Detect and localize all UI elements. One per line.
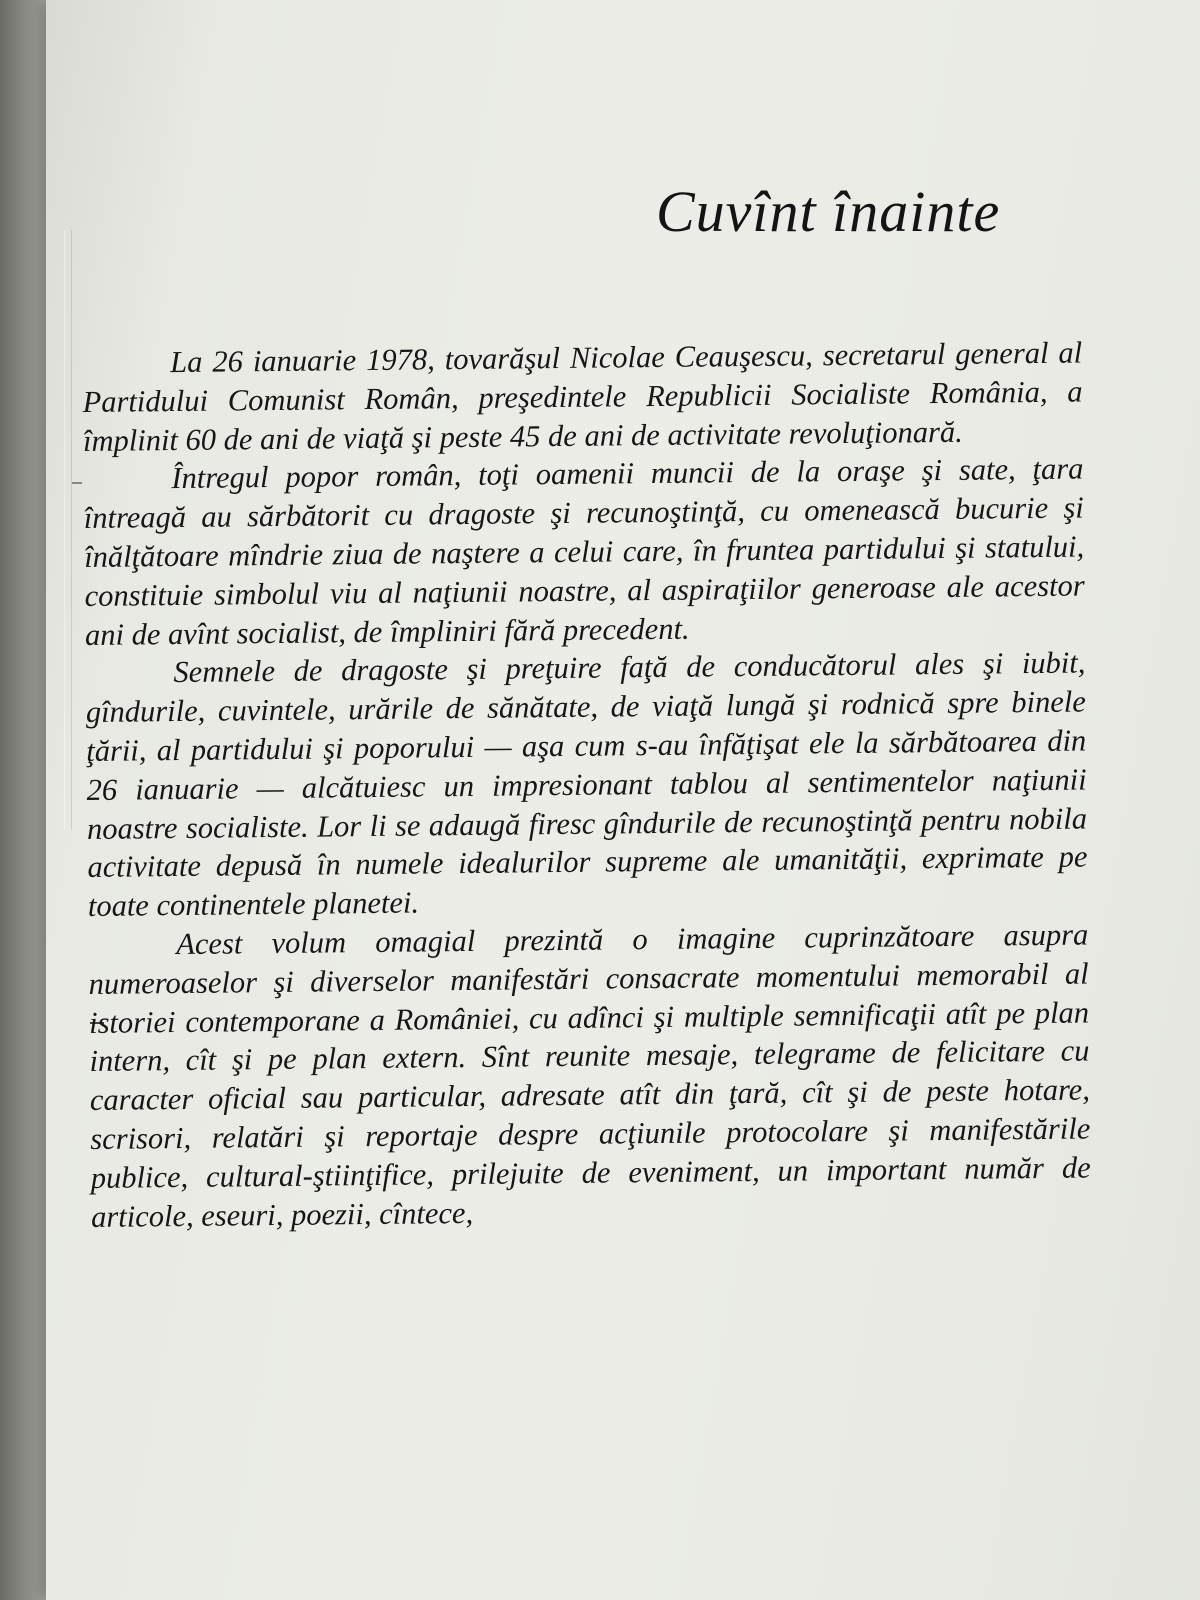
page-mark — [72, 482, 82, 484]
paragraph-1: La 26 ianuarie 1978, tovarăşul Nicolae Ceauşescu, secretarul general al Partidului Comunist Român, preşedintele Republicii Socialiste România, a împlinit 60 de ani de viaţă şi peste 45 de ani de activitate revoluţionară. — [82, 335, 1083, 458]
page-title: Cuvînt înainte — [656, 179, 1001, 244]
paragraph-3: Semnele de dragoste şi preţuire faţă de conducătorul ales şi iubit, gîndurile, cuvintele, urările de sănătate, de viaţă lungă şi rodnică spre binele ţării, al partidului şi poporului — aşa cum s-au înfăţişat ele la sărbătoarea din 26 ianuarie — alcătuiesc un impresionant tablou al sentimentelor naţiunii noastre socialiste. Lor li se adaugă firesc gîndurile de recunoştinţă pentru nobila activitate depusă în numele idealurilor supreme ale umanităţii, exprimate pe toate continentele planetei. — [85, 645, 1088, 924]
paragraph-2: Întregul popor român, toţi oamenii muncii de la oraşe şi sate, ţara întreagă au sărbătorit cu dragoste şi recunoştinţă, cu omenească bucurie şi înălţătoare mîndrie ziua de naştere a celui care, în fruntea partidului şi statului, constituie simbolul viu al naţiunii noastre, al aspiraţiilor generoase ale acestor ani de avînt socialist, de împliniri fără precedent. — [83, 451, 1085, 652]
book-page — [46, 0, 1200, 1600]
body-text — [82, 334, 1091, 1237]
paragraph-4: Acest volum omagial prezintă o imagine cuprinzătoare asupra numeroaselor şi diverselor manifestări consacrate momentului memorabil al istoriei contemporane a României, cu adînci şi multiple semnificaţii atît pe plan intern, cît şi pe plan extern. Sînt reunite mesaje, telegrame de felicitare cu caracter oficial sau particular, adresate atît din ţară, cît şi de peste hotare, scrisori, relatări şi reportaje despre acţiunile protocolare şi manifestările publice, cultural-ştiinţifice, prilejuite de eveniment, un important număr de articole, eseuri, poezii, cîntece, — [88, 917, 1091, 1234]
page-edge — [64, 230, 72, 830]
